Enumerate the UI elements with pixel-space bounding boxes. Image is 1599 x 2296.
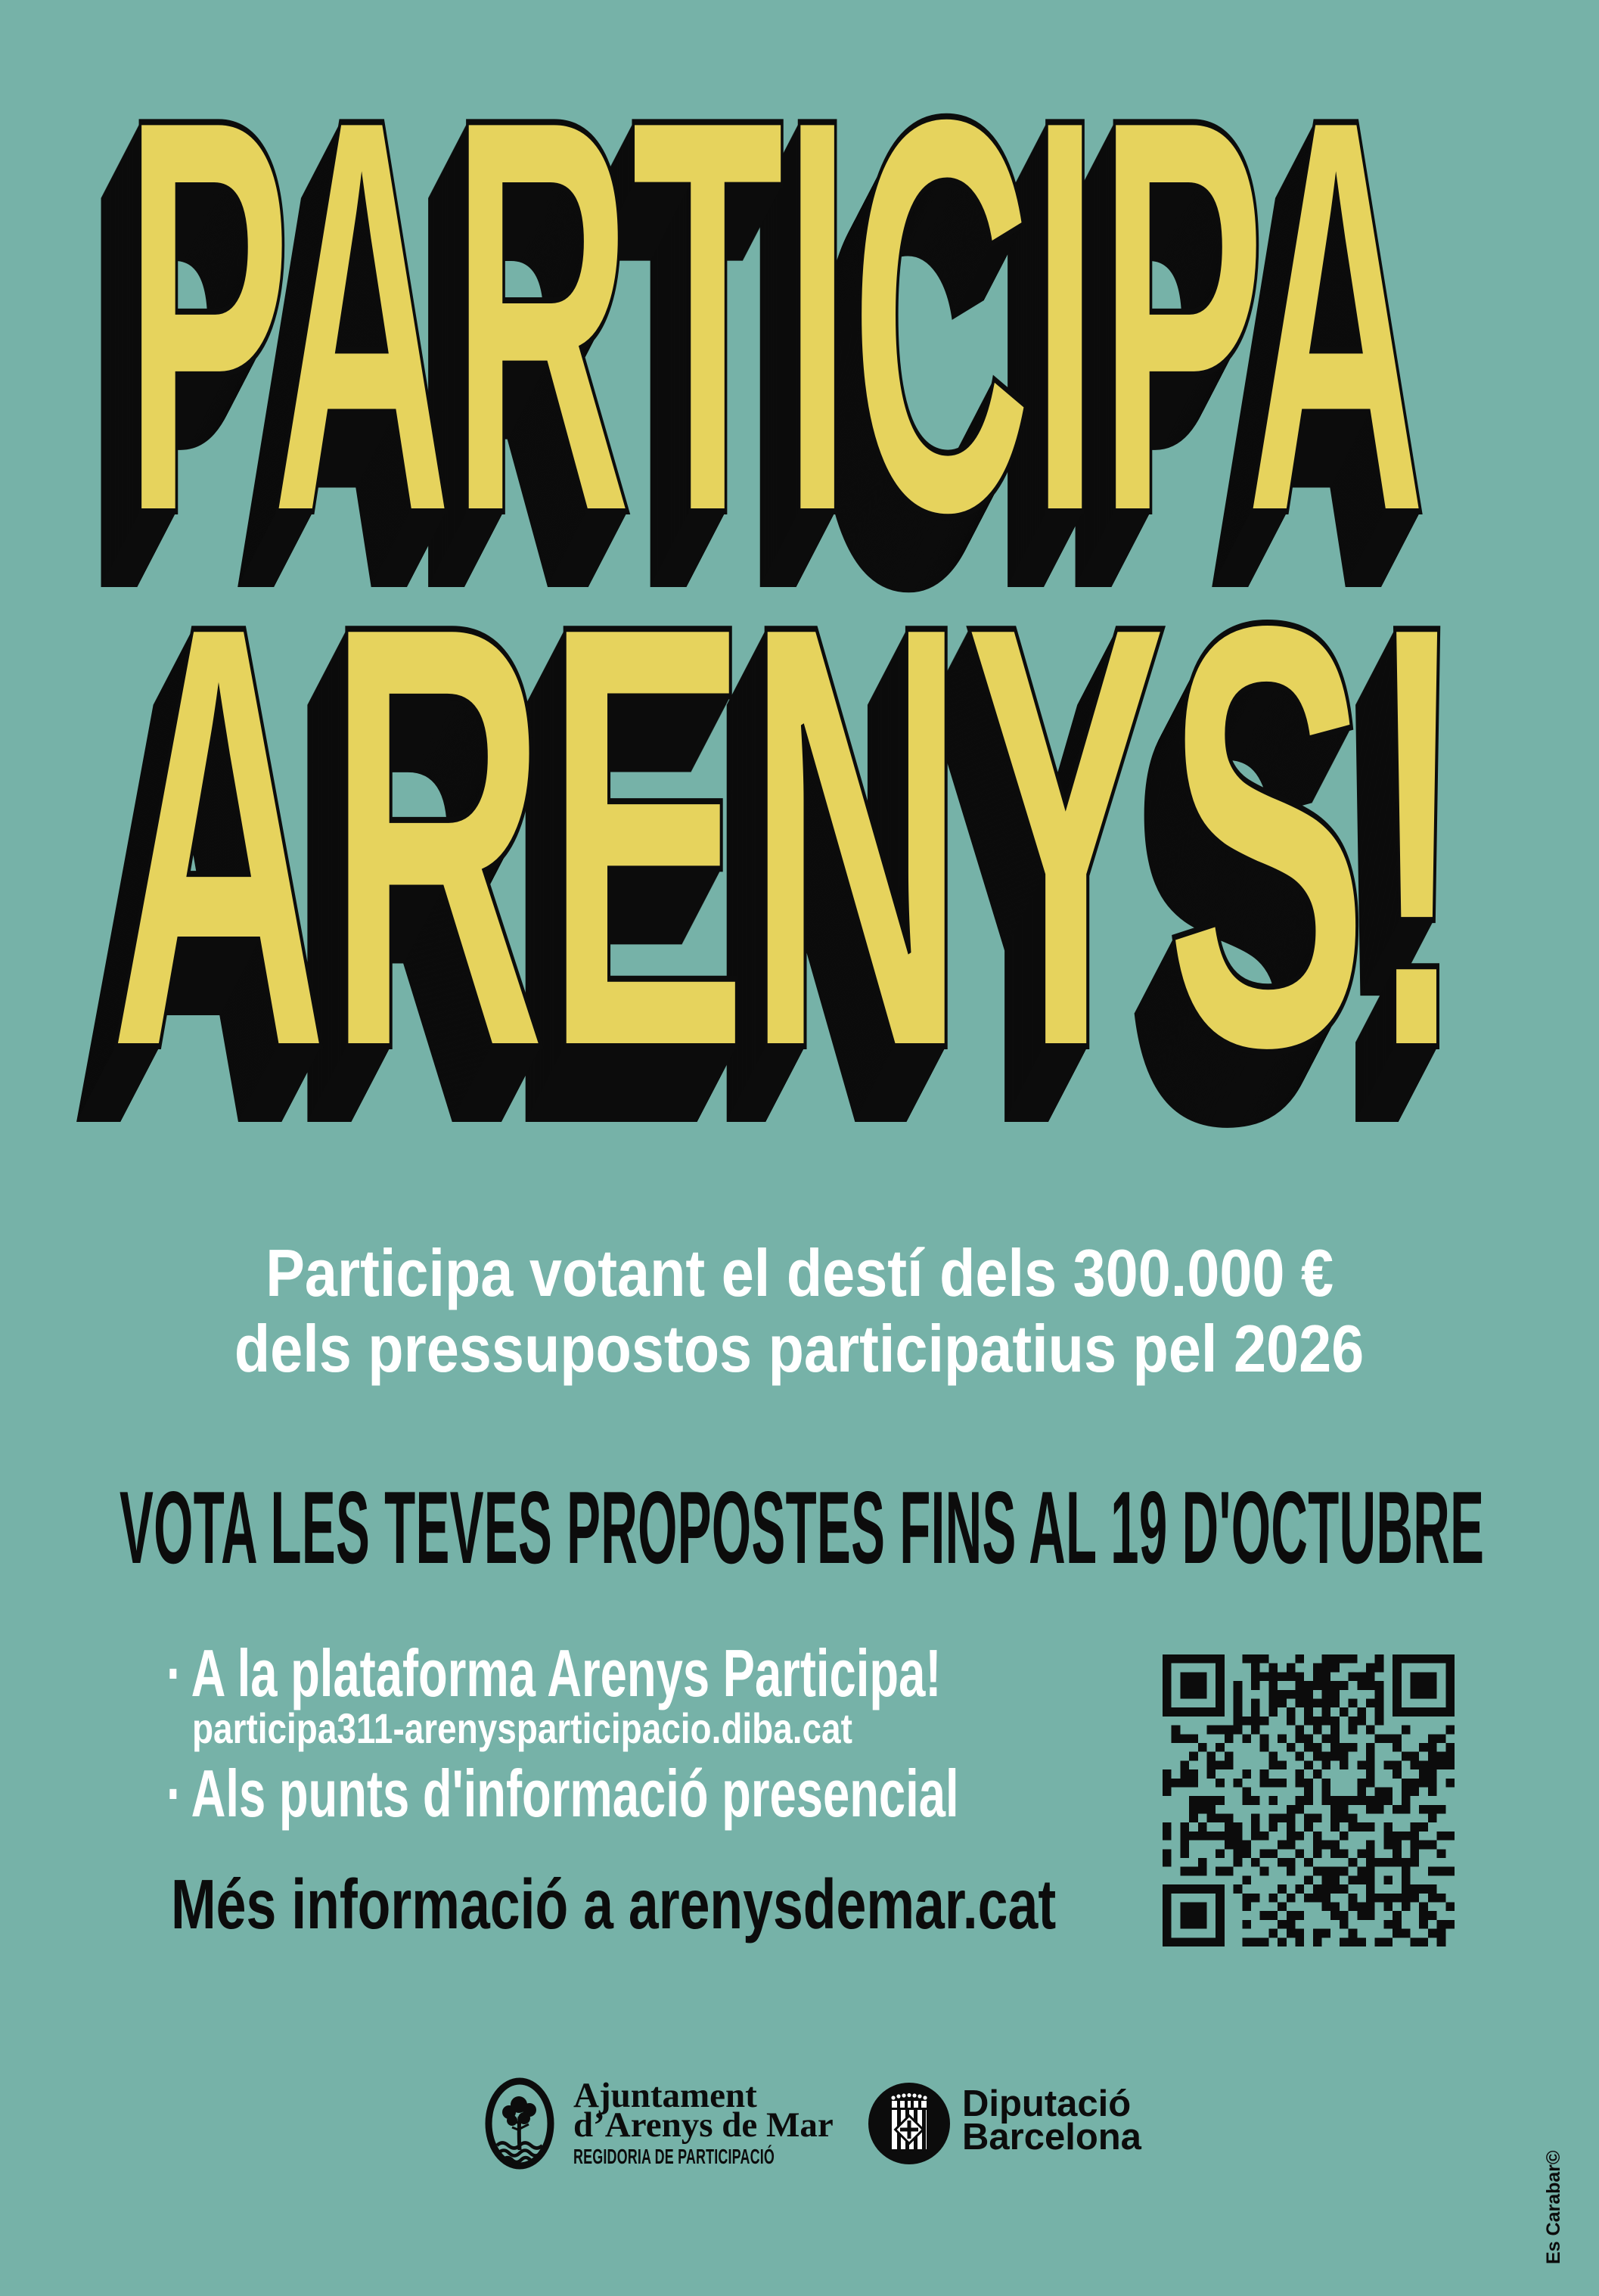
channel-in-person — [166, 1756, 959, 1831]
lead-line-1-row — [0, 1235, 1599, 1310]
ajuntament-name-line2: d’Arenys de Mar — [573, 2105, 834, 2145]
platform-url: participa311-arenysparticipacio.diba.cat — [192, 1704, 852, 1752]
headline-participa: PARTICIPA — [123, 0, 1425, 632]
channel-in-person-label: Als punts d'informació presencial — [191, 1756, 959, 1831]
ajuntament-name-line1: Ajuntament — [573, 2076, 757, 2115]
arenys-de-mar-seal-icon — [485, 2077, 554, 2170]
channel-platform-label: A la plataforma Arenys Participa! — [191, 1636, 942, 1710]
lead-line-2-row — [0, 1311, 1599, 1386]
diputacio-name-line2: Barcelona — [962, 2117, 1141, 2158]
lead-line-1: Participa votant el destí dels 300.000 € — [265, 1235, 1334, 1310]
ajuntament-department: REGIDORIA DE PARTICIPACIÓ — [573, 2145, 775, 2168]
channel-platform — [166, 1636, 942, 1710]
ajuntament-name — [573, 2076, 834, 2145]
lead-line-2: dels pressupostos participatius pel 2026 — [234, 1311, 1365, 1386]
headline-arenys: ARENYS! — [108, 497, 1465, 1175]
qr-code-icon — [1163, 1654, 1455, 1946]
more-info-line: Més informació a arenysdemar.cat — [171, 1865, 1057, 1943]
bullet-dot: · — [166, 1636, 183, 1710]
diputacio-name — [962, 2083, 1141, 2158]
studio-credit: Es Carabar© — [1543, 2150, 1564, 2264]
diputacio-barcelona-emblem-icon — [868, 2083, 950, 2164]
bullet-dot: · — [166, 1756, 183, 1831]
diputacio-name-line1: Diputació — [962, 2083, 1132, 2124]
deadline-banner: VOTA LES TEVES PROPOSTES FINS AL 19 D'OCTUBRE — [120, 1470, 1485, 1585]
